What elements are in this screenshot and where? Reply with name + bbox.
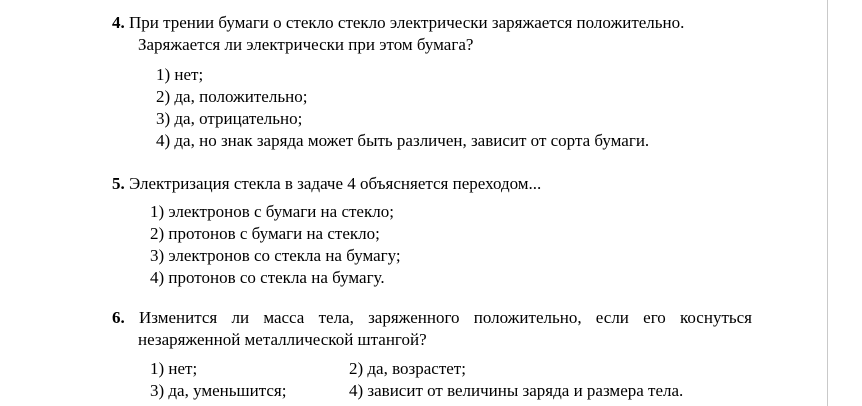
question-4-number: 4. [112, 13, 125, 32]
page-edge-rule [827, 0, 828, 406]
question-6-text: Изменится ли масса тела, заряженного положительно, если его коснуться [139, 308, 753, 327]
question-5-number: 5. [112, 174, 125, 193]
question-5 [112, 173, 752, 195]
question-4-line2: Заряжается ли электрически при этом бумага? [138, 35, 474, 54]
option-6-1: 1) нет; [150, 359, 198, 378]
question-5-line1 [112, 173, 752, 195]
question-6-line2: незаряженной металлической штангой? [138, 330, 427, 349]
option-4-1: 1) нет; [156, 65, 204, 84]
question-4-options [156, 64, 649, 152]
question-4-text: При трении бумаги о стекло стекло электрически заряжается положительно. [129, 13, 685, 32]
question-6 [112, 307, 752, 351]
question-4 [112, 12, 752, 56]
option-5-3: 3) электронов со стекла на бумагу; [150, 246, 401, 265]
option-6-2: 2) да, возрастет; [349, 359, 466, 378]
question-6-line1 [112, 307, 752, 329]
question-6-options [150, 358, 750, 404]
option-4-2: 2) да, положительно; [156, 87, 308, 106]
question-6-number: 6. [112, 308, 125, 327]
option-5-4: 4) протонов со стекла на бумагу. [150, 268, 385, 287]
option-4-3: 3) да, отрицательно; [156, 109, 303, 128]
question-5-options [150, 201, 401, 289]
question-4-line1 [112, 12, 752, 34]
question-5-text: Электризация стекла в задаче 4 объясняется переходом... [129, 174, 542, 193]
option-5-2: 2) протонов с бумаги на стекло; [150, 224, 380, 243]
option-5-1: 1) электронов с бумаги на стекло; [150, 202, 394, 221]
option-6-3: 3) да, уменьшится; [150, 381, 287, 400]
option-6-4: 4) зависит от величины заряда и размера тела. [349, 381, 684, 400]
option-4-4: 4) да, но знак заряда может быть различен, зависит от сорта бумаги. [156, 131, 650, 150]
